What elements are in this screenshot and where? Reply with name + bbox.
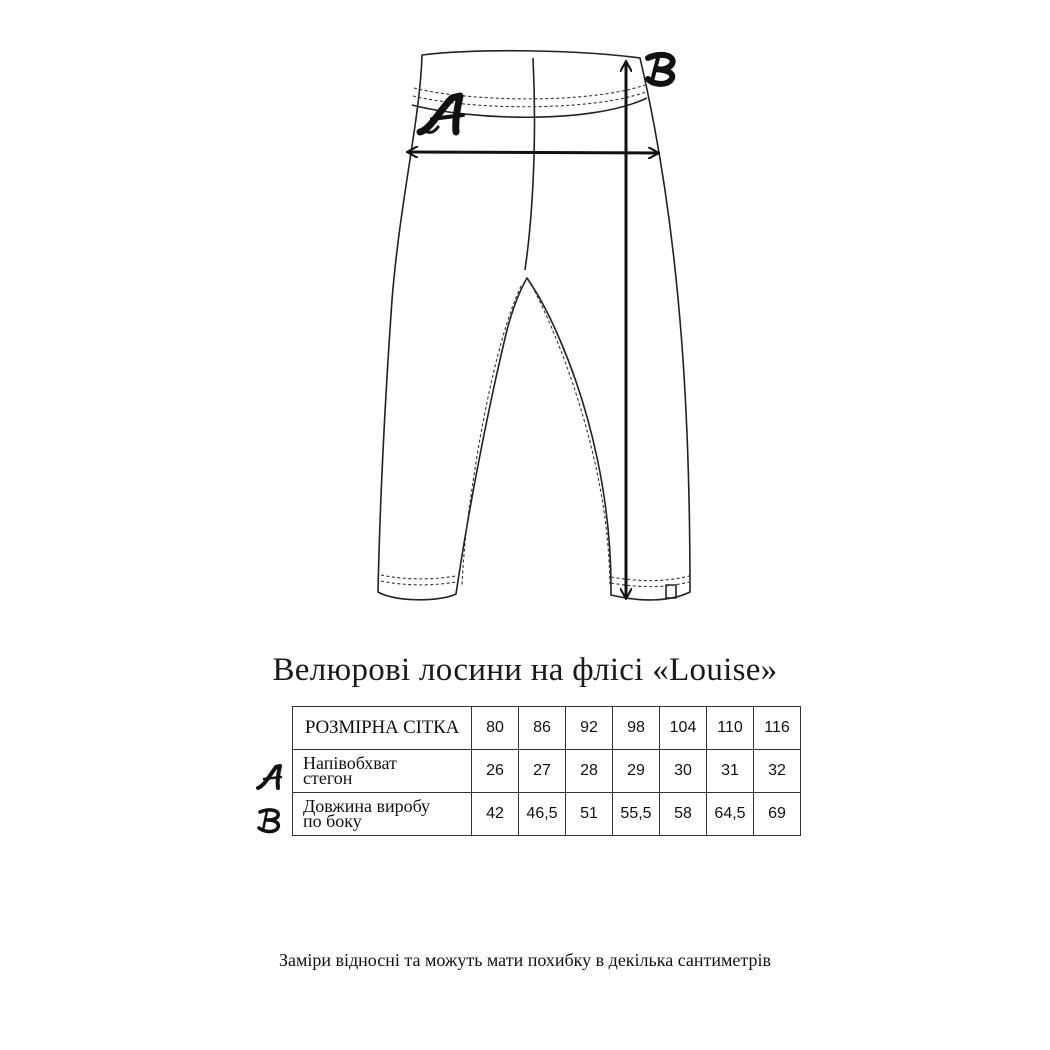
row-label-line: по боку xyxy=(303,811,362,831)
table-cell: 28 xyxy=(566,750,613,793)
table-cell: 30 xyxy=(660,750,707,793)
row-label-line: Напівобхват xyxy=(303,753,397,773)
size-header-cell: 92 xyxy=(566,707,613,750)
size-header-cell: 116 xyxy=(754,707,801,750)
size-header-cell: 86 xyxy=(519,707,566,750)
table-cell: 27 xyxy=(519,750,566,793)
table-cell: 55,5 xyxy=(613,793,660,836)
stitching xyxy=(381,85,689,587)
table-cell: 32 xyxy=(754,750,801,793)
table-cell: 29 xyxy=(613,750,660,793)
row-marker-b-icon xyxy=(255,806,285,836)
row-label-line: стегон xyxy=(303,768,353,788)
size-header-row xyxy=(293,707,801,750)
table-cell: 26 xyxy=(472,750,519,793)
table-cell: 46,5 xyxy=(519,793,566,836)
size-header-cell: 80 xyxy=(472,707,519,750)
table-cell: 64,5 xyxy=(707,793,754,836)
row-label-hip xyxy=(293,750,472,793)
table-cell: 31 xyxy=(707,750,754,793)
table-row-hip xyxy=(293,750,801,793)
product-title: Велюрові лосини на флісі «Louise» xyxy=(272,652,778,688)
size-header-cell: 110 xyxy=(707,707,754,750)
table-cell: 51 xyxy=(566,793,613,836)
row-label-length xyxy=(293,793,472,836)
size-chart-label: РОЗМІРНА СІТКА xyxy=(293,707,472,750)
table-cell: 42 xyxy=(472,793,519,836)
table-row-length xyxy=(293,793,801,836)
measurement-a-arrow xyxy=(408,152,658,153)
marker-b-glyph xyxy=(648,55,673,84)
size-chart-table xyxy=(292,706,801,836)
size-header-cell: 98 xyxy=(613,707,660,750)
size-header-cell: 104 xyxy=(660,707,707,750)
footer-note: Заміри відносні та можуть мати похибку в декілька сантиметрів xyxy=(278,950,772,970)
row-marker-a-icon xyxy=(255,763,285,793)
table-cell: 69 xyxy=(754,793,801,836)
table-cell: 58 xyxy=(660,793,707,836)
row-label-line: Довжина виробу xyxy=(303,796,431,816)
